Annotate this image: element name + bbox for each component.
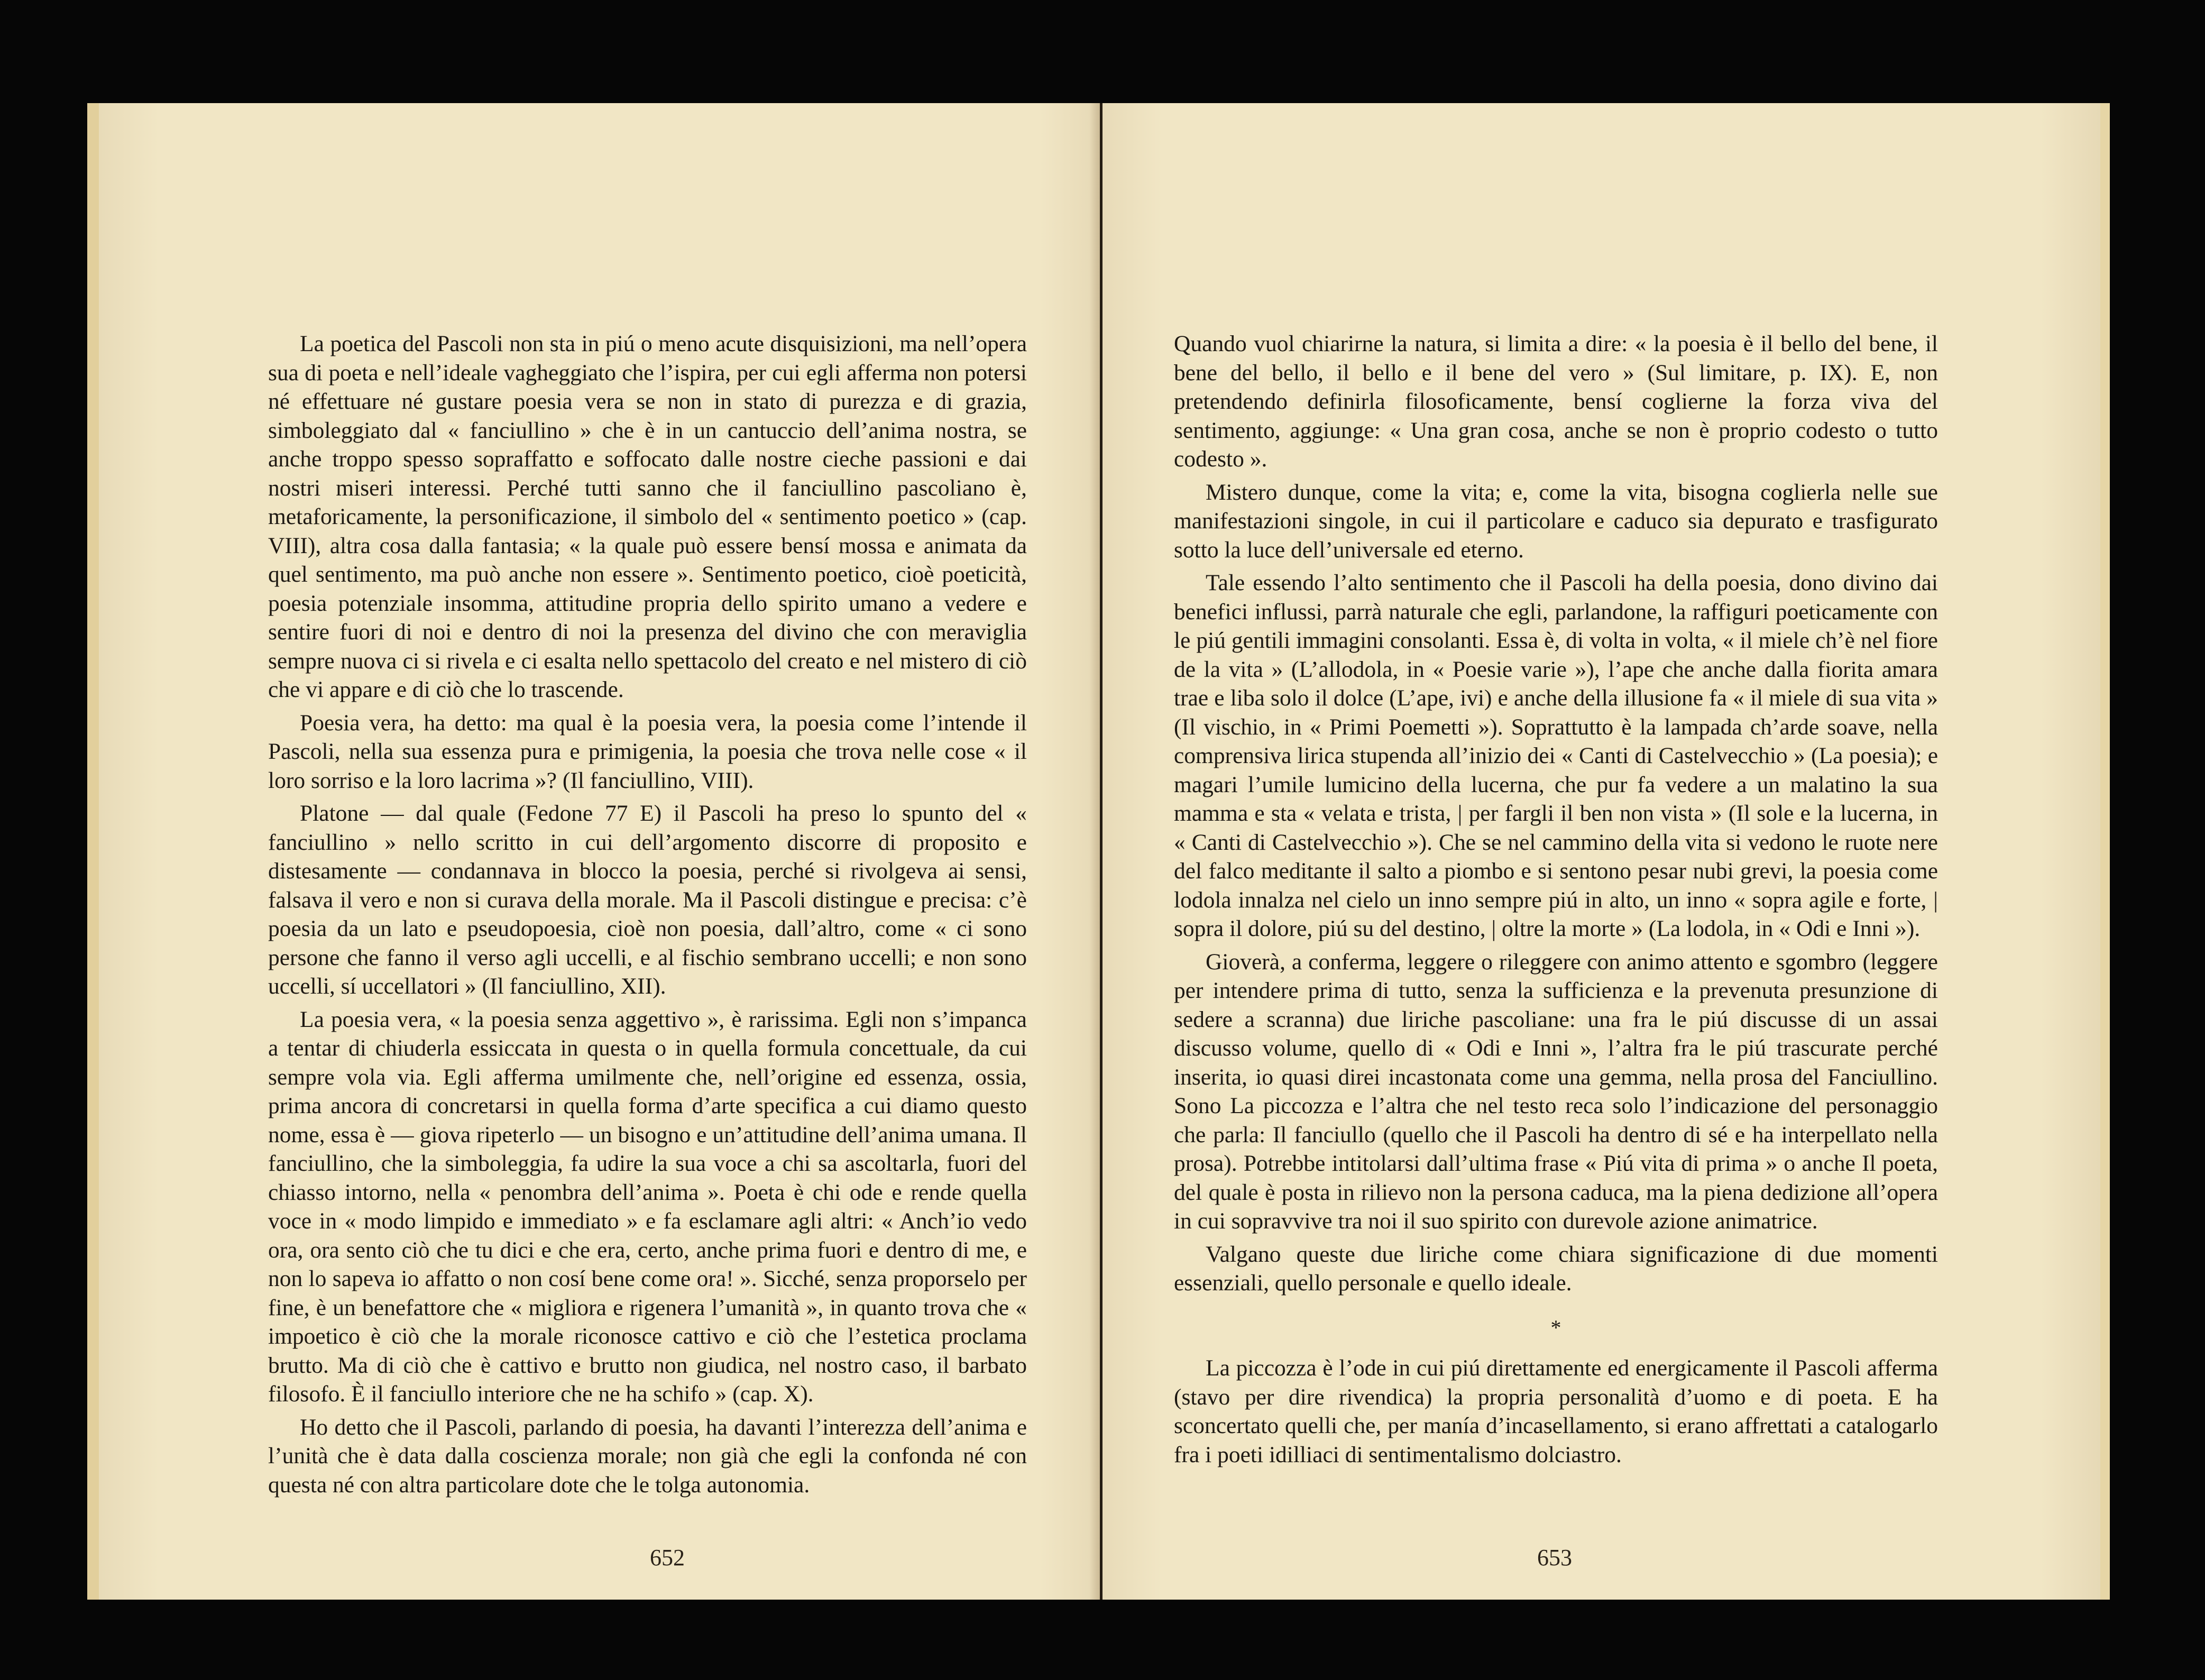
paragraph: Poesia vera, ha detto: ma qual è la poesia vera, la poesia come l’intende il Pascoli, nella sua essenza pura e primigenia, la poesia che trova nelle cose « il loro sorriso e la loro lacrima »? (Il fanciullino, VIII). <box>268 710 1027 793</box>
section-separator: * <box>1550 1315 1561 1339</box>
left-page <box>87 103 1100 1600</box>
paragraph: Quando vuol chiarirne la natura, si limita a dire: « la poesia è il bello del bene, il bene del bello, il bello e il bene del vero » (Sul limitare, p. IX). E, non pretendendo definirla filosoficamente, bensí coglierne la forza viva del sentimento, aggiunge: « Una gran cosa, anche se non è proprio codesto o tutto codesto ». <box>1174 331 1938 472</box>
paragraph: Ho detto che il Pascoli, parlando di poesia, ha davanti l’interezza dell’anima e l’unità che è data dalla coscienza morale; non già che egli la confonda né con questa né con altra particolare dote che le tolga autonomia. <box>268 1414 1027 1498</box>
paragraph: La poetica del Pascoli non sta in piú o meno acute disquisizioni, ma nell’opera sua di poeta e nell’ideale vagheggiato che l’ispira, per cui egli afferma non potersi né effettuare né gustare poesia vera se non in stato di purezza e di grazia, simboleggiato dal « fanciullino » che è in un cantuccio dell’anima nostra, se anche troppo spesso sopraffatto e soffocato dalle nostre cieche passioni e dai nostri miseri interessi. Perché tutti sanno che il fanciullino pascoliano è, metaforicamente, la personificazione, il simbolo del « sentimento poetico » (cap. VIII), altra cosa dalla fantasia; « la quale può essere bensí mossa e animata da quel sentimento, ma può anche non essere ». Sentimento poetico, cioè poeticità, poesia potenziale insomma, attitudine propria dello spirito umano a vedere e sentire fuori di noi e dentro di noi la presenza del divino che con meraviglia sempre nuova ci si rivela e ci esalta nello spettacolo del creato e nel mistero di ciò che vi appare e di ciò che lo trascende. <box>268 331 1027 702</box>
page-number: 652 <box>650 1545 685 1571</box>
paragraph: Gioverà, a conferma, leggere o rileggere con animo attento e sgombro (leggere per intendere prima di tutto, senza la sufficienza e la prevenuta presunzione di sedere a scranna) due liriche pascoliane: una fra le piú discusse di un assai discusso volume, quello di « Odi e Inni », l’altra fra le piú trascurate perché inserita, io quasi direi incastonata come una gemma, nella prosa del Fanciullino. Sono La piccozza e l’altra che nel testo reca solo l’indicazione del personaggio che parla: Il fanciullo (quello che il Pascoli ha dentro di sé e ha interpellato nella prosa). Potrebbe intitolarsi dall’ultima frase « Piú vita di prima » o anche Il poeta, del quale è posta in rilievo non la persona caduca, ma la piena dedizione all’opera in cui sopravvive tra noi il suo spirito con durevole azione animatrice. <box>1174 949 1938 1234</box>
paragraph: La poesia vera, « la poesia senza aggettivo », è rarissima. Egli non s’impanca a tentar di chiuderla essiccata in questa o in quella formula concettuale, da cui sempre vola via. Egli afferma umilmente che, nell’origine ed essenza, ossia, prima ancora di concretarsi in quella forma d’arte specifica a cui diamo questo nome, essa è — giova ripeterlo — un bisogno e un’attitudine dell’anima umana. Il fanciullino, che la simboleggia, fa udire la sua voce a chi sa ascoltarla, fuori del chiasso intorno, nella « penombra dell’anima ». Poeta è chi ode e rende quella voce in « modo limpido e immediato » e fa esclamare agli altri: « Anch’io vedo ora, ora sento ciò che tu dici e che era, certo, anche prima fuori e dentro di me, e non lo sapeva io affatto o non cosí bene come ora! ». Sicché, senza proporselo per fine, è un benefattore che « migliora e rigenera l’umanità », in quanto trova che « impoetico è ciò che la morale riconosce cattivo e ciò che l’estetica proclama brutto. Ma di ciò che è cattivo e brutto non giudica, nel nostro caso, il barbato filosofo. È il fanciullo interiore che ne ha schifo » (cap. X). <box>268 1006 1027 1407</box>
paragraph: Platone — dal quale (Fedone 77 E) il Pascoli ha preso lo spunto del « fanciullino » nello scritto in cui dell’argomento discorre di proposito e distesamente — condannava in blocco la poesia, perché si rivolgeva ai sensi, falsava il vero e non si curava della morale. Ma il Pascoli distingue e precisa: c’è poesia da un lato e pseudopoesia, cioè non poesia, dall’altro, come « ci sono persone che fanno il verso agli uccelli, e al fischio sembrano uccelli; e non sono uccelli, sí uccellatori » (Il fanciullino, XII). <box>268 801 1027 999</box>
paragraph: Tale essendo l’alto sentimento che il Pascoli ha della poesia, dono divino dai benefici influssi, parrà naturale che egli, parlandone, la raffiguri poeticamente con le piú gentili immagini consolanti. Essa è, di volta in volta, « il miele ch’è nel fiore de la vita » (L’allodola, in « Poesie varie »), l’ape che anche dalla fiorita amara trae e liba solo il dolce (L’ape, ivi) e anche della illusione fa « il miele di sua vita » (Il vischio, in « Primi Poemetti »). Soprattutto è la lampada ch’arde soave, nella comprensiva lirica stupenda all’inizio dei « Canti di Castelvecchio » (La poesia); e magari l’umile lumicino della lucerna, che pur fa vedere a un malatino la sua mamma e sta « velata e trista, | per fargli il ben non vista » (Il sole e la lucerna, in « Canti di Castelvecchio »). Che se nel cammino della vita si vedono le ruote nere del falco meditante il salto a piombo e si sentono pesar nubi grevi, la poesia come lodola innalza nel cielo un inno sempre piú in alto, un inno « sopra agile e forte, | sopra il dolore, piú su del destino, | oltre la morte » (La lodola, in « Odi e Inni »). <box>1174 570 1938 941</box>
paragraph: Valgano queste due liriche come chiara significazione di due momenti essenziali, quello personale e quello ideale. <box>1174 1241 1938 1296</box>
left-page-body <box>268 329 1027 1503</box>
paragraph: Mistero dunque, come la vita; e, come la vita, bisogna coglierla nelle sue manifestazioni singole, in cui il particolare e caduco sia depurato e trasfigurato sotto la luce dell’universale ed eterno. <box>1174 479 1938 563</box>
page-number: 653 <box>1537 1545 1572 1571</box>
right-page <box>1102 103 2110 1600</box>
paragraph: La piccozza è l’ode in cui piú direttamente ed energicamente il Pascoli afferma (stavo per dire rivendica) la propria personalità d’uomo e di poeta. E ha sconcertato quelli che, per manía d’incasellamento, si erano affrettati a catalogarlo fra i poeti idilliaci di sentimentalismo dolciastro. <box>1174 1355 1938 1467</box>
right-page-body <box>1174 329 1938 1473</box>
